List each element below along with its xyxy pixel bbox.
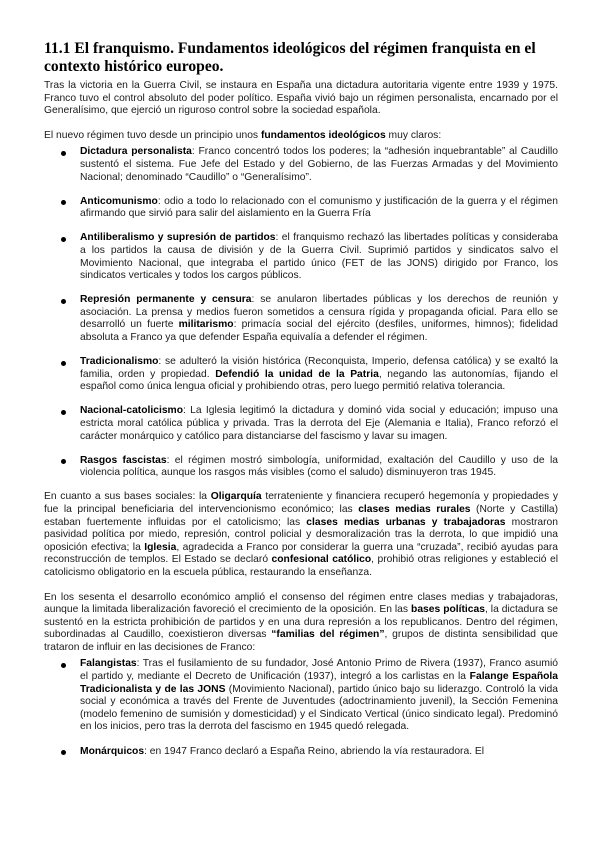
list-item-text: : el franquismo rechazó las libertades políticas y consideraba a los partidos la causa de división y de la Guerra Civil. Suprimió partidos y sindicatos salvo el Movimiento Nacional, que integraba el partido único (FET de las JONS) dirigido por Franco, los sindicatos verticales y todos los cargos públicos.: [80, 232, 558, 282]
list-item-term: Defendió la unidad de la Patria: [215, 368, 379, 380]
bold-term: confesional católico: [271, 554, 372, 566]
list-item-term: Falange Española Tradicionalista y de las JONS: [80, 671, 558, 695]
list-item: [44, 356, 558, 394]
list-item: [44, 294, 558, 344]
list-item-term: Dictadura personalista: [80, 146, 192, 158]
fundamentos-intro-c: muy claros:: [385, 129, 442, 141]
list-item-term: Tradicionalismo: [80, 356, 159, 368]
list-item-term: Antiliberalismo y supresión de partidos: [80, 232, 276, 244]
fundamentos-intro: [44, 130, 558, 143]
list-item-text: : Franco concentró todos los poderes; la “adhesión inquebrantable” al Caudillo sustentó el sistema. Fue Jefe del Estado y del Gobierno, de las Fuerzas Armadas y del Movimiento Nacional; denominado “Caudillo” o “Generalísimo”.: [80, 146, 558, 183]
list-item-text: (Movimiento Nacional), partido único bajo su liderazgo. Controló la vida social y económica a través del Frente de Juventudes (adoctrinamiento juvenil), la Sección Femenina (modelo femenino de sumisión y domesticidad) y el Sindicato Vertical (único sindicato legal). Predominó en los inicios, pero tras la derrota del fascismo en 1945 quedó relegada.: [80, 683, 559, 733]
list-item-text: : Tras el fusilamiento de su fundador, José Antonio Primo de Rivera (1937), Franco asumió el partido y, mediante el Decreto de Unificación (1937), integró a los carlistas en la: [80, 658, 558, 683]
list-item-text: : La Iglesia legitimó la dictadura y dominó vida social y educación; impuso una estricta moral católica pública y privada. Tras la derrota del Eje (Alemania e Italia), Franco reforzó el carácter monárquico y católico para distanciarse del fascismo y lavar su imagen.: [80, 405, 558, 442]
list-item-text: : odio a todo lo relacionado con el comunismo y justificación de la guerra y el régimen afirmando que sirvió para salir del aislamiento en la Guerra Fría: [80, 195, 558, 220]
fundamentos-intro-term: fundamentos ideológicos: [260, 129, 386, 141]
bold-term: clases medias rurales: [358, 503, 471, 515]
text-run: terrateniente y financiera recuperó hegemonía y propiedades y fue la principal beneficiaria del intervencionismo económico; las: [44, 491, 558, 515]
text-run: , grupos de distinta sensibilidad que trataron de influir en las decisiones de Franco:: [44, 629, 558, 653]
list-item-term: Anticomunismo: [80, 195, 158, 207]
list-item: [44, 146, 558, 184]
text-run: mostraron pasividad política por miedo, represión, control policial y desmoralización tras la derrota, lo que impidió una oposición efectiva; la: [44, 516, 558, 553]
bases-sociales-paragraph: [44, 491, 558, 579]
bases-politicas-paragraph: [44, 592, 558, 655]
list-item: [44, 232, 558, 282]
list-item: [44, 455, 558, 480]
bold-term: “familias del régimen”: [271, 629, 385, 641]
list-item-term: Nacional-catolicismo: [80, 405, 183, 417]
list-item-text: , negando las autonomías, fijando el español como única lengua oficial y prohibiendo otras, pero luego permitió relativa tolerancia.: [80, 368, 558, 393]
fundamentos-list: [44, 146, 558, 479]
familias-list: [44, 658, 558, 758]
list-item-text: : se adulteró la visión histórica (Reconquista, Imperio, defensa católica) y se exaltó la familia, orden y propiedad.: [80, 356, 558, 380]
list-item-text: : en 1947 Franco declaró a España Reino, abriendo la vía restauradora. El: [144, 745, 485, 757]
bold-term: Iglesia: [144, 541, 177, 553]
bold-term: bases políticas: [411, 604, 485, 616]
text-run: (Norte y Castilla) estaban fuertemente influidas por el catolicismo; las: [44, 503, 559, 528]
fundamentos-intro-a: El nuevo régimen tuvo desde un principio unos: [44, 129, 261, 141]
list-item-term: Monárquicos: [80, 745, 145, 757]
list-item: [44, 746, 558, 759]
text-run: , prohibió otras religiones y estableció el catolicismo obligatorio en la escuela pública, restaurando la enseñanza.: [44, 554, 558, 578]
text-run: , la dictadura se sustentó en la estricta prohibición de partidos y en una dura represión a los republicanos. Dentro del régimen, subordinadas al Caudillo, coexistieron diversas: [44, 604, 558, 641]
document-page: [44, 40, 558, 770]
bold-term: clases medias urbanas y trabajadoras: [306, 516, 506, 528]
text-run: En cuanto a sus bases sociales: la: [44, 491, 211, 503]
list-item: [44, 196, 558, 221]
list-item-text: : el régimen mostró simbología, uniformidad, exaltación del Caudillo y uso de la violencia política, aunque los rasgos más visibles (como el saludo) disminuyeron tras 1945.: [80, 454, 558, 479]
bold-term: Oligarquía: [210, 491, 262, 503]
list-item-term: Rasgos fascistas: [80, 454, 167, 466]
text-run: , agradecida a Franco por considerar la guerra una “cruzada”, recibió ayudas para reconstrucción de templos. El Estado se declaró: [44, 541, 558, 566]
list-item-term: Falangistas: [80, 658, 137, 670]
list-item-term: militarismo: [178, 319, 234, 331]
list-item-term: Represión permanente y censura: [80, 294, 252, 306]
list-item-text: : primacía social del ejército (desfiles, uniformes, himnos); fidelidad absoluta a Franco ya que defender España equivalía a defender el régimen.: [80, 319, 558, 343]
text-run: En los sesenta el desarrollo económico amplió el consenso del régimen entre clases medias y trabajadoras, aunque la limitada liberalización favoreció el crecimiento de la oposición. En las: [44, 591, 558, 616]
intro-paragraph: Tras la victoria en la Guerra Civil, se instaura en España una dictadura autoritaria vigente entre 1939 y 1975. Franco tuvo el control absoluto del poder político. España vivió bajo un régimen personalista, encarnado por el Generalísimo, que ejerció un riguroso control sobre la sociedad española.: [44, 80, 558, 117]
list-item: [44, 405, 558, 443]
page-title: 11.1 El franquismo. Fundamentos ideológicos del régimen franquista en el contexto histórico europeo.: [44, 40, 536, 75]
list-item: [44, 658, 558, 734]
list-item-text: : se anularon libertades públicas y los derechos de reunión y asociación. La prensa y medios fueron sometidos a censura rígida y propaganda oficial. Para ello se desarrolló un fuerte: [80, 294, 558, 331]
